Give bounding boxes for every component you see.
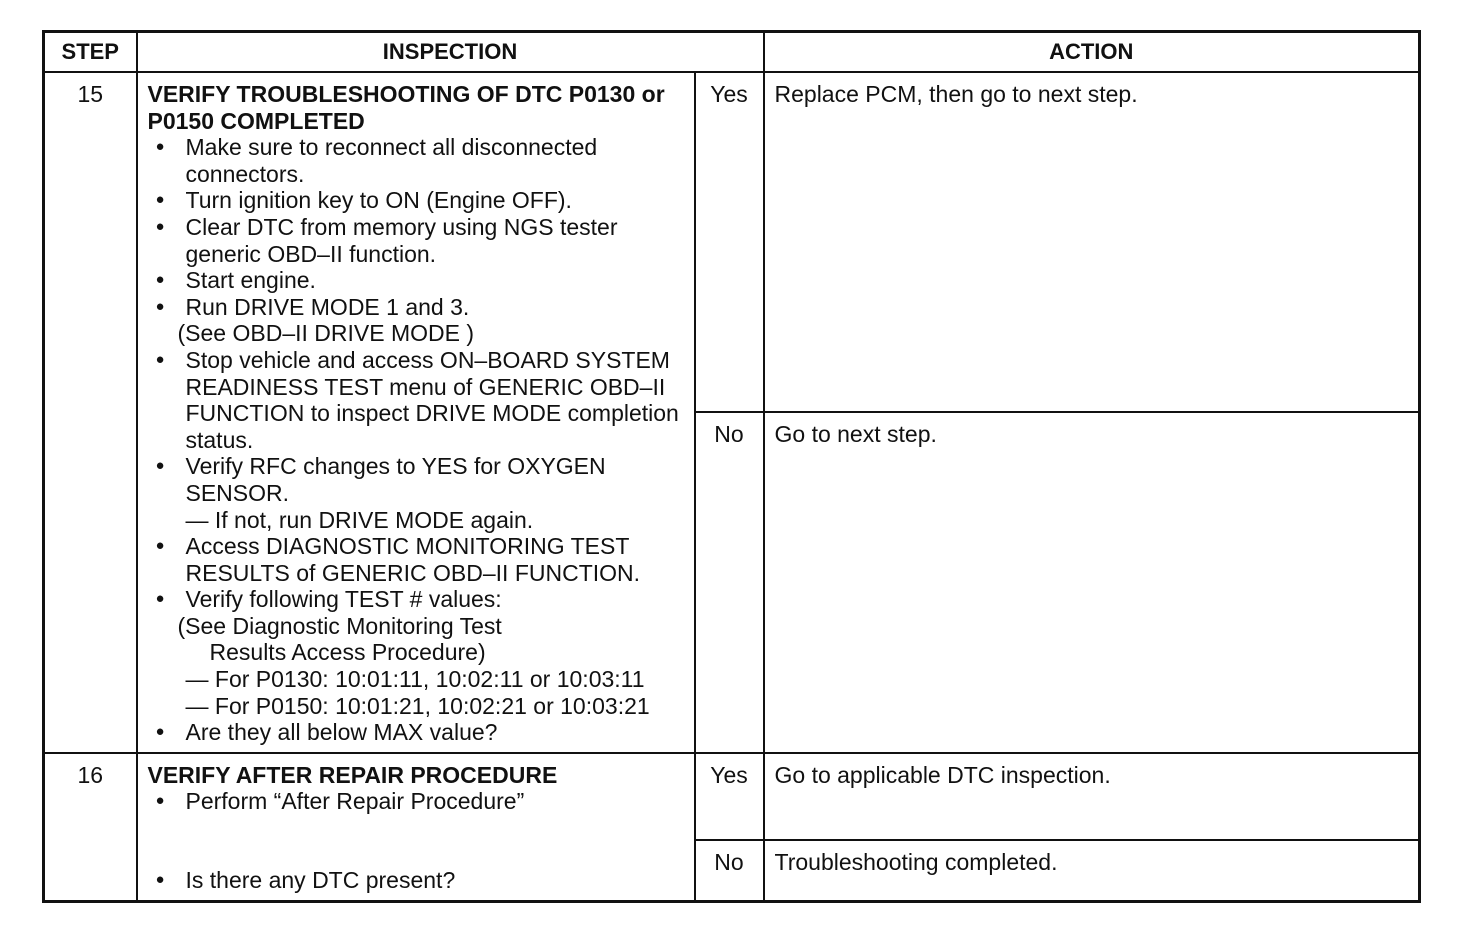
item-text: Perform “After Repair Procedure” [185, 788, 525, 815]
item-note: (See Diagnostic Monitoring Test [177, 612, 502, 639]
item-text: Is there any DTC present? [185, 867, 456, 894]
no-action: Troubleshooting completed. [764, 840, 1420, 901]
yes-label: Yes [695, 72, 764, 412]
no-action: Go to next step. [764, 412, 1420, 752]
inspection-list [148, 867, 684, 894]
yes-label: Yes [695, 753, 764, 840]
list-item [148, 347, 684, 453]
list-item [148, 788, 684, 815]
item-text: Make sure to reconnect all disconnected connectors. [185, 134, 598, 187]
inspection-header: INSPECTION [137, 32, 764, 73]
inspection-cell-step-15 [137, 72, 695, 753]
item-text: Access DIAGNOSTIC MONITORING TEST RESULTS of GENERIC OBD–II FUNCTION. [185, 533, 641, 586]
item-subpoint: — For P0150: 10:01:21, 10:02:21 or 10:03:21 [185, 692, 650, 719]
step-header: STEP [44, 32, 137, 73]
step-16-yes-row [44, 753, 1420, 840]
yes-action: Go to applicable DTC inspection. [764, 753, 1420, 840]
item-text: ● Verify RFC changes to YES for OXYGEN SENSOR. [185, 453, 606, 506]
list-item [148, 586, 684, 719]
step-number: 15 [44, 72, 137, 753]
list-item [148, 453, 684, 533]
spacer [148, 815, 684, 867]
no-label: No [695, 840, 764, 901]
list-item [148, 719, 684, 746]
item-text: Start engine. [185, 267, 316, 294]
item-text: ● Verify following TEST # values: [185, 586, 502, 613]
item-subpoint: — If not, run DRIVE MODE again. [185, 506, 534, 533]
inspection-title: VERIFY AFTER REPAIR PROCEDURE [147, 761, 558, 788]
item-note: Results Access Procedure) [209, 639, 486, 666]
step-15-yes-row [44, 72, 1420, 412]
item-note: (See OBD–II DRIVE MODE ) [177, 320, 475, 347]
item-text: Are they all below MAX value? [185, 719, 498, 746]
item-text: ● Run DRIVE MODE 1 and 3. [185, 293, 470, 320]
yes-action: Replace PCM, then go to next step. [764, 72, 1420, 412]
list-item [148, 187, 684, 214]
list-item [148, 214, 684, 267]
list-item [148, 267, 684, 294]
item-text: Turn ignition key to ON (Engine OFF). [185, 187, 572, 214]
inspection-cell-step-16 [137, 753, 695, 901]
list-item [148, 294, 684, 347]
item-subpoint: — For P0130: 10:01:11, 10:02:11 or 10:03:11 [185, 666, 645, 693]
list-item [148, 533, 684, 586]
item-text: Stop vehicle and access ON–BOARD SYSTEM READINESS TEST menu of GENERIC OBD–II FUNCTION to inspect DRIVE MODE completion status. [185, 346, 679, 453]
inspection-list [148, 134, 684, 746]
inspection-list [148, 788, 684, 815]
no-label: No [695, 412, 764, 752]
action-header: ACTION [764, 32, 1420, 73]
item-text: Clear DTC from memory using NGS tester generic OBD–II function. [185, 213, 618, 267]
step-number: 16 [44, 753, 137, 901]
list-item [148, 867, 684, 894]
header-row [44, 32, 1420, 73]
inspection-title: VERIFY TROUBLESHOOTING OF DTC P0130 or P0150 COMPLETED [147, 81, 665, 134]
troubleshooting-table [42, 30, 1421, 903]
list-item [148, 134, 684, 187]
